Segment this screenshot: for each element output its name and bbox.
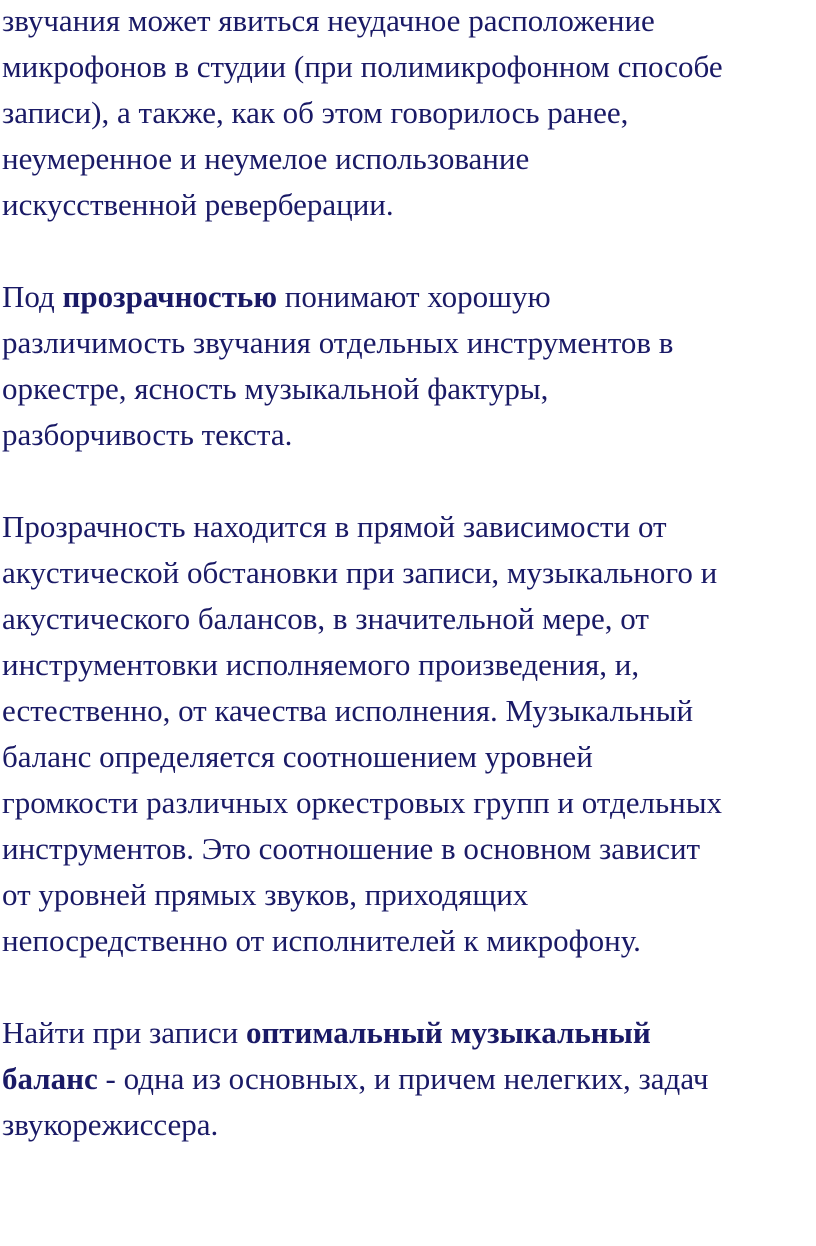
text-line: разборчивость текста. — [2, 417, 293, 452]
text-line: естественно, от качества исполнения. Музыкальный — [2, 693, 694, 728]
paragraph-gap — [2, 964, 814, 1010]
bold-term: прозрачностью — [62, 279, 278, 314]
text-line: Прозрачность находится в прямой зависимости от — [2, 509, 667, 544]
bold-term: оптимальный музыкальный — [245, 1015, 651, 1050]
text-line: искусственной реверберации. — [2, 187, 394, 222]
text-line: инструментовки исполняемого произведения, и, — [2, 647, 640, 682]
text-line: непосредственно от исполнителей к микрофону. — [2, 923, 641, 958]
text-line: от уровней прямых звуков, приходящих — [2, 877, 529, 912]
text-line: оркестре, ясность музыкальной фактуры, — [2, 371, 549, 406]
text-line — [2, 274, 814, 320]
text-line — [2, 1010, 814, 1056]
paragraph-4 — [2, 1010, 814, 1148]
text-line — [2, 1056, 814, 1102]
text-line: записи), а также, как об этом говорилось ранее, — [2, 95, 629, 130]
text-run: Под — [2, 279, 63, 314]
paragraph-3 — [2, 504, 814, 964]
document-body — [2, 0, 814, 1148]
text-line: громкости различных оркестровых групп и отдельных — [2, 785, 723, 820]
paragraph-gap — [2, 228, 814, 274]
paragraph-gap — [2, 458, 814, 504]
text-run: понимают хорошую — [277, 279, 551, 314]
text-line: звукорежиссера. — [2, 1107, 219, 1142]
paragraph-2 — [2, 274, 814, 458]
text-line: акустической обстановки при записи, музыкального и — [2, 555, 718, 590]
text-line: инструментов. Это соотношение в основном зависит — [2, 831, 701, 866]
text-line: звучания может явиться неудачное расположение — [2, 3, 655, 38]
text-run: Найти при записи — [2, 1015, 246, 1050]
text-line: баланс определяется соотношением уровней — [2, 739, 593, 774]
text-line: различимость звучания отдельных инструментов в — [2, 325, 674, 360]
text-line: акустического балансов, в значительной мере, от — [2, 601, 649, 636]
bold-term: баланс — [2, 1061, 98, 1096]
text-run: - одна из основных, и причем нелегких, задач — [97, 1061, 709, 1096]
paragraph-1 — [2, 0, 814, 228]
text-line: неумеренное и неумелое использование — [2, 141, 530, 176]
text-line: микрофонов в студии (при полимикрофонном способе — [2, 49, 723, 84]
